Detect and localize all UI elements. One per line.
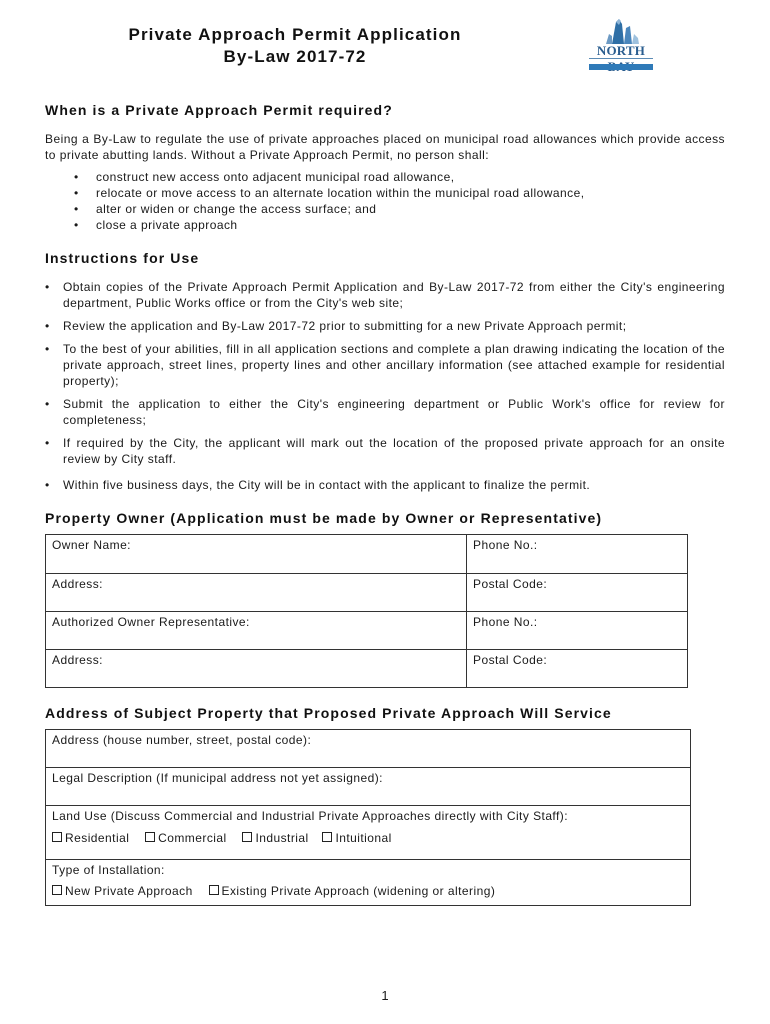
page-number: 1 <box>381 988 389 1003</box>
list-item: • relocate or move access to an alternate location within the municipal road allowance, <box>74 185 585 201</box>
installation-type-field <box>46 860 691 906</box>
residential-checkbox[interactable] <box>52 832 62 842</box>
representative-phone-field[interactable]: Phone No.: <box>467 612 688 650</box>
subject-address-field[interactable]: Address (house number, street, postal code): <box>46 730 691 768</box>
commercial-label: Commercial <box>158 831 227 845</box>
new-approach-checkbox[interactable] <box>52 885 62 895</box>
installation-options <box>52 884 684 898</box>
subject-property-table <box>45 729 691 906</box>
instruction-item: • If required by the City, the applicant will mark out the location of the proposed private approach for an onsite review by City staff. <box>45 436 725 466</box>
logo-divider <box>589 58 653 63</box>
section-heading-permit-required: When is a Private Approach Permit required? <box>45 102 393 118</box>
representative-field[interactable]: Authorized Owner Representative: <box>46 612 467 650</box>
list-item: • construct new access onto adjacent municipal road allowance, <box>74 169 585 185</box>
existing-approach-checkbox[interactable] <box>209 885 219 895</box>
title-line-1: Private Approach Permit Application <box>128 25 462 44</box>
representative-postal-code-field[interactable]: Postal Code: <box>467 650 688 688</box>
section-heading-subject-property: Address of Subject Property that Proposed Private Approach Will Service <box>45 705 612 721</box>
owner-address-field[interactable]: Address: <box>46 574 467 612</box>
installation-type-label: Type of Installation: <box>52 863 165 877</box>
land-use-options <box>52 831 684 845</box>
instruction-item: • Submit the application to either the City's engineering department or Public Work's office for review for completeness; <box>45 397 725 427</box>
instruction-item: • To the best of your abilities, fill in all application sections and complete a plan drawing indicating the location of the private approach, street lines, property lines and other ancillary information (see attached example for residential property); <box>45 342 725 388</box>
north-bay-logo <box>586 16 656 72</box>
owner-name-field[interactable]: Owner Name: <box>46 535 467 574</box>
commercial-checkbox[interactable] <box>145 832 155 842</box>
intro-paragraph: Being a By-Law to regulate the use of private approaches placed on municipal road allowances which provide access to private abutting lands. Without a Private Approach Permit, no person shall: <box>45 132 725 162</box>
section-heading-instructions: Instructions for Use <box>45 250 200 266</box>
logo-bar <box>589 64 653 70</box>
residential-label: Residential <box>65 831 130 845</box>
new-approach-label: New Private Approach <box>65 884 193 898</box>
industrial-label: Industrial <box>255 831 309 845</box>
land-use-field <box>46 806 691 860</box>
logo-text: NORTH <box>596 43 646 58</box>
instruction-item: • Obtain copies of the Private Approach Permit Application and By-Law 2017-72 from either the City's engineering department, Public Works office or from the City's web site; <box>45 280 725 310</box>
section-heading-property-owner: Property Owner (Application must be made by Owner or Representative) <box>45 510 603 526</box>
land-use-label: Land Use (Discuss Commercial and Industrial Private Approaches directly with City Staff): <box>52 809 569 823</box>
list-item: • close a private approach <box>74 217 585 233</box>
restrictions-list <box>74 169 585 233</box>
instruction-item: • Within five business days, the City will be in contact with the applicant to finalize the permit. <box>45 478 591 492</box>
title-line-2: By-Law 2017-72 <box>223 47 367 66</box>
city-skyline-icon <box>586 16 656 46</box>
intuitional-checkbox[interactable] <box>322 832 332 842</box>
industrial-checkbox[interactable] <box>242 832 252 842</box>
owner-phone-field[interactable]: Phone No.: <box>467 535 688 574</box>
owner-postal-code-field[interactable]: Postal Code: <box>467 574 688 612</box>
intuitional-label: Intuitional <box>335 831 392 845</box>
owner-info-table <box>45 534 688 688</box>
page-title <box>80 24 510 68</box>
instruction-item: • Review the application and By-Law 2017-72 prior to submitting for a new Private Approach permit; <box>45 319 627 333</box>
existing-approach-label: Existing Private Approach (widening or altering) <box>221 884 496 898</box>
legal-description-field[interactable]: Legal Description (If municipal address not yet assigned): <box>46 768 691 806</box>
list-item: • alter or widen or change the access surface; and <box>74 201 585 217</box>
representative-address-field[interactable]: Address: <box>46 650 467 688</box>
